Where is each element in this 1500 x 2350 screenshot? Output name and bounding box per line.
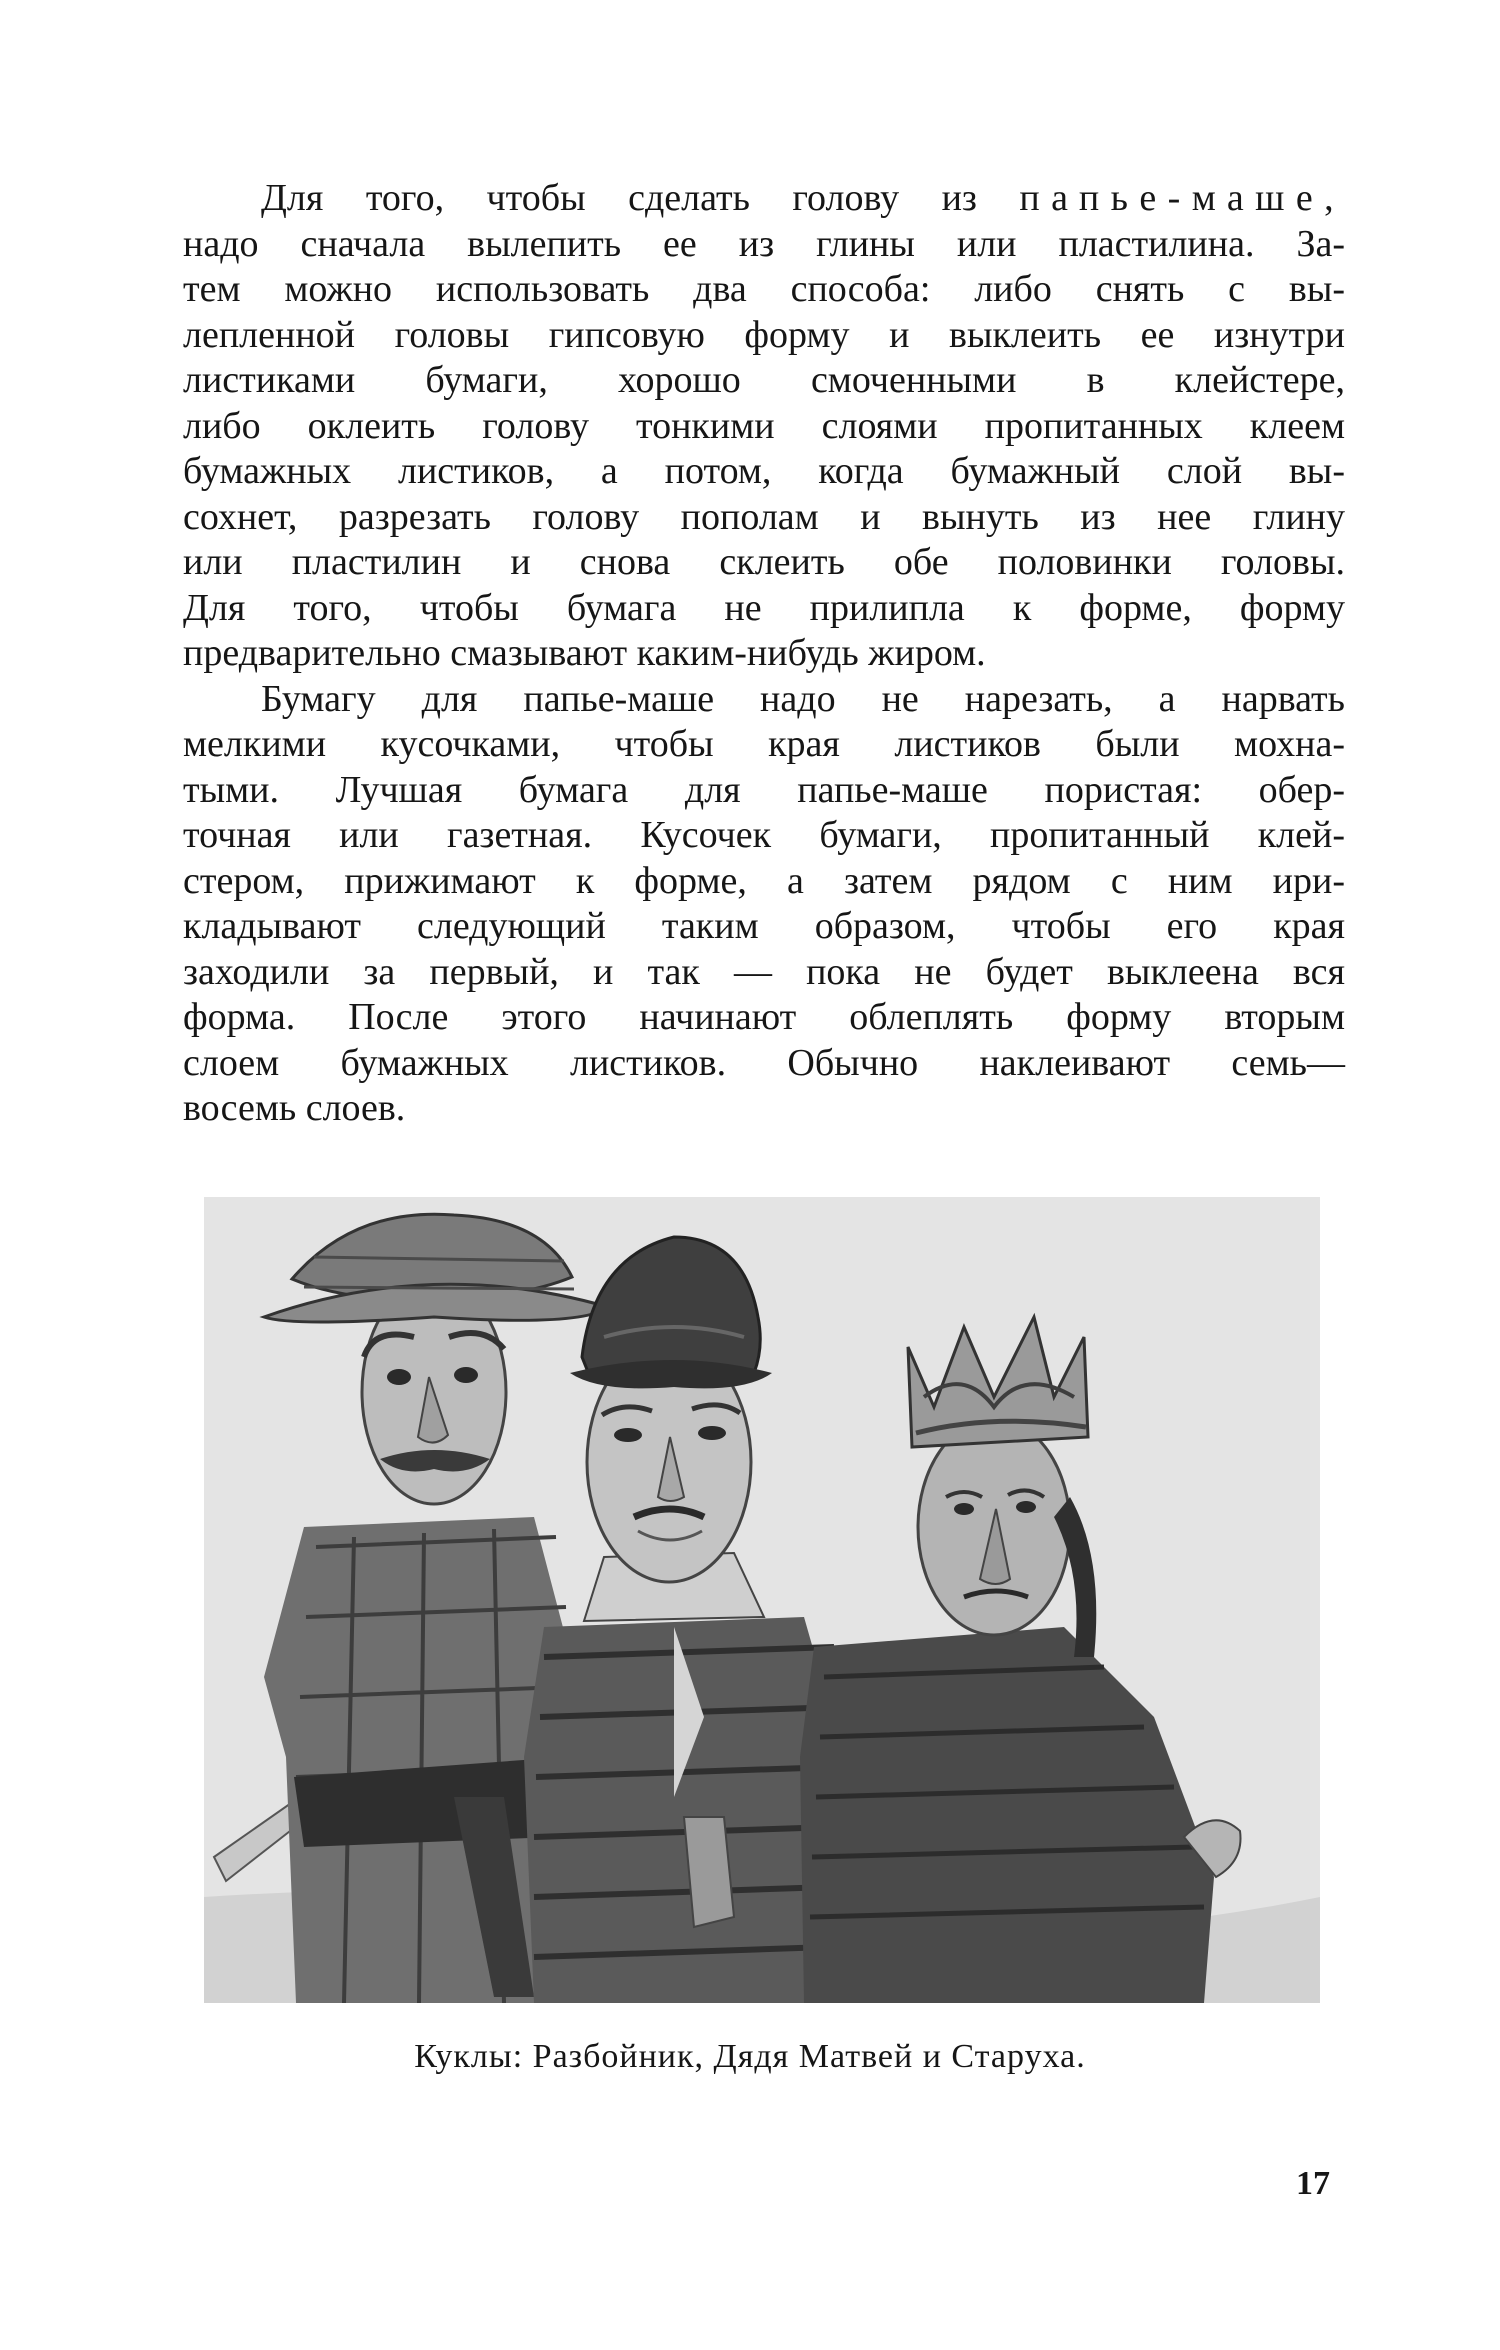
text-line: Для того, чтобы бумага не прилипла к форме, форму xyxy=(183,586,1345,629)
text-line: Бумагу для папье-маше надо не нарезать, а нарвать xyxy=(261,677,1345,720)
text-line: сохнет, разрезать голову пополам и вынуть из нее глину xyxy=(183,495,1345,538)
text-line: тем можно использовать два способа: либо снять с вы- xyxy=(183,268,1345,310)
figure-caption: Куклы: Разбойник, Дядя Матвей и Старуха. xyxy=(414,2038,1086,2075)
text-line: мелкими кусочками, чтобы края листиков были мохна- xyxy=(183,723,1345,765)
text-line: тыми. Лучшая бумага для папье-маше пористая: обер- xyxy=(183,768,1345,811)
text-line: или пластилин и снова склеить обе половинки головы. xyxy=(183,541,1345,583)
page-number: 17 xyxy=(1296,2165,1330,2202)
text-line: восемь слоев. xyxy=(183,1087,406,1129)
text-line: бумажных листиков, а потом, когда бумажный слой вы- xyxy=(183,450,1345,492)
paragraph-2 xyxy=(183,677,1345,1132)
text-line: слоем бумажных листиков. Обычно наклеивают семь— xyxy=(183,1041,1345,1084)
text-line: предварительно смазывают каким-нибудь жиром. xyxy=(183,632,986,674)
text-line: точная или газетная. Кусочек бумаги, пропитанный клей- xyxy=(183,814,1345,856)
text-line: заходили за первый, и так — пока не будет выклеена вся xyxy=(183,950,1345,993)
paragraph-1 xyxy=(183,176,1345,677)
text-line: лепленной головы гипсовую форму и выклеить ее изнутри xyxy=(183,313,1345,356)
article-body xyxy=(183,176,1345,1132)
puppets-photo xyxy=(204,1197,1320,2003)
emphasized-term: папье-маше, xyxy=(1019,177,1345,219)
text-line: стером, прижимают к форме, а затем рядом с ним ири- xyxy=(183,859,1345,902)
text-line: кладывают следующий таким образом, чтобы его края xyxy=(183,905,1345,947)
text-line-part: Для того, чтобы сделать голову из xyxy=(261,177,1020,219)
text-line: либо оклеить голову тонкими слоями пропитанных клеем xyxy=(183,404,1345,447)
text-line xyxy=(183,176,1345,222)
text-line: надо сначала вылепить ее из глины или пластилина. За- xyxy=(183,222,1345,265)
text-line: форма. После этого начинают облеплять форму вторым xyxy=(183,996,1345,1038)
puppets-illustration xyxy=(204,1197,1320,2003)
text-line: листиками бумаги, хорошо смоченными в клейстере, xyxy=(183,359,1345,401)
